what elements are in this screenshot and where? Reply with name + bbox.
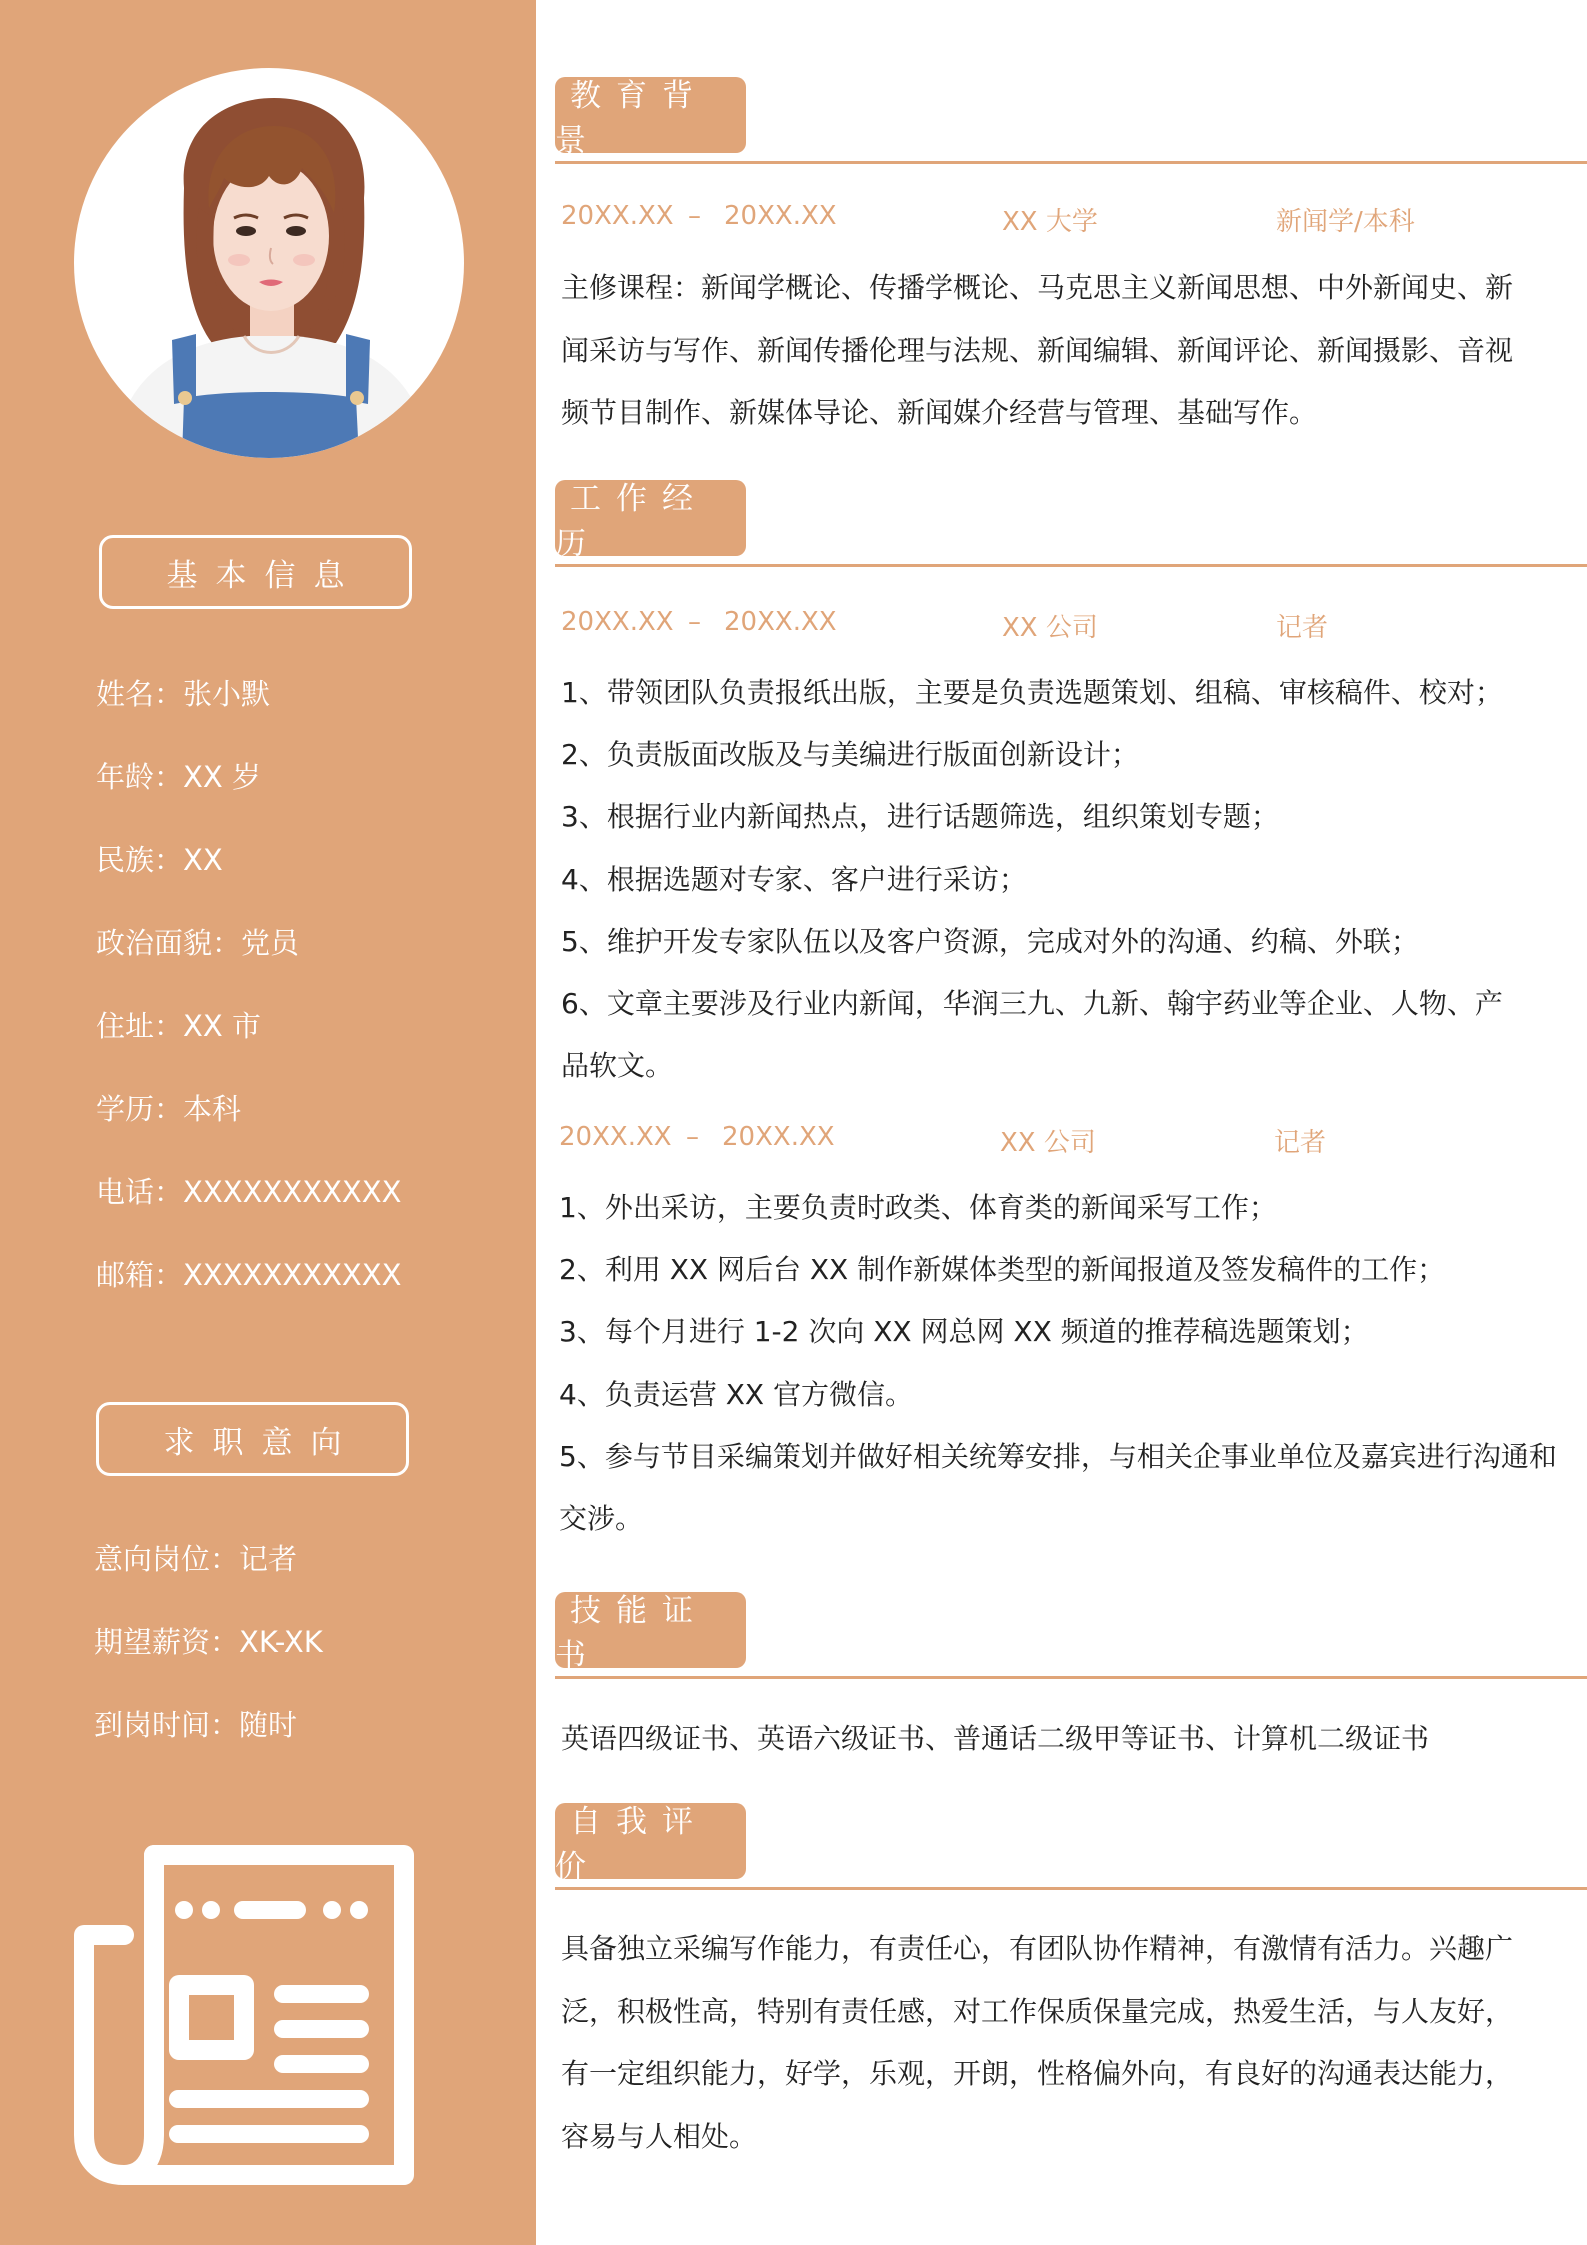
- job1-line: 4、根据选题对专家、客户进行采访；: [561, 863, 1027, 896]
- self-evaluation-line: 容易与人相处。: [561, 2120, 758, 2153]
- job1-line: 2、负责版面改版及与美编进行版面创新设计；: [561, 738, 1139, 771]
- info-education: 学历：本科: [96, 1092, 242, 1126]
- education-date-from: 20XX.XX: [561, 201, 674, 231]
- education-line: 主修课程：新闻学概论、传播学概论、马克思主义新闻思想、中外新闻史、新: [561, 271, 1514, 304]
- skills-line: 英语四级证书、英语六级证书、普通话二级甲等证书、计算机二级证书: [561, 1722, 1430, 1755]
- job1-date-dash: –: [688, 607, 701, 637]
- info-ethnicity: 民族：XX: [96, 843, 223, 877]
- work-heading: 工作经历: [555, 480, 746, 556]
- sidebar: [0, 0, 536, 2245]
- education-major: 新闻学/本科: [1276, 207, 1415, 237]
- job2-date-from: 20XX.XX: [559, 1122, 672, 1152]
- job2-line: 3、每个月进行 1-2 次向 XX 网总网 XX 频道的推荐稿选题策划；: [559, 1315, 1369, 1348]
- job1-company: XX 公司: [1002, 613, 1098, 643]
- info-political-status: 政治面貌：党员: [96, 926, 300, 960]
- intention-salary: 期望薪资：XK-XK: [94, 1625, 323, 1659]
- job1-line: 品软文。: [561, 1049, 674, 1082]
- work-divider: [555, 564, 1587, 567]
- info-address: 住址：XX 市: [96, 1009, 261, 1043]
- newspaper-icon: [74, 1845, 424, 2195]
- self-evaluation-heading: 自我评价: [555, 1803, 746, 1879]
- education-line: 频节目制作、新媒体导论、新闻媒介经营与管理、基础写作。: [561, 396, 1318, 429]
- skills-heading: 技能证书: [555, 1592, 746, 1668]
- info-age: 年龄：XX 岁: [96, 760, 261, 794]
- info-phone: 电话：XXXXXXXXXXX: [96, 1175, 402, 1209]
- job1-line: 3、根据行业内新闻热点，进行话题筛选，组织策划专题；: [561, 800, 1279, 833]
- education-date-to: 20XX.XX: [724, 201, 837, 231]
- education-date-dash: –: [688, 201, 701, 231]
- education-line: 闻采访与写作、新闻传播伦理与法规、新闻编辑、新闻评论、新闻摄影、音视: [561, 334, 1514, 367]
- job1-role: 记者: [1276, 613, 1329, 643]
- job2-date-to: 20XX.XX: [722, 1122, 835, 1152]
- main-content: [536, 0, 1587, 2245]
- basic-info-heading: 基本信息: [99, 535, 412, 609]
- intention-start-time: 到岗时间：随时: [94, 1708, 298, 1742]
- info-name: 姓名：张小默: [96, 677, 271, 711]
- job2-date-dash: –: [686, 1122, 699, 1152]
- job2-line: 1、外出采访，主要负责时政类、体育类的新闻采写工作；: [559, 1191, 1277, 1224]
- self-evaluation-divider: [555, 1887, 1587, 1890]
- self-evaluation-line: 有一定组织能力，好学，乐观，开朗，性格偏外向，有良好的沟通表达能力，: [561, 2057, 1514, 2090]
- job1-line: 1、带领团队负责报纸出版，主要是负责选题策划、组稿、审核稿件、校对；: [561, 676, 1503, 709]
- education-school: XX 大学: [1002, 207, 1098, 237]
- job1-date-from: 20XX.XX: [561, 607, 674, 637]
- education-divider: [555, 161, 1587, 164]
- intention-position: 意向岗位：记者: [94, 1542, 298, 1576]
- education-heading: 教育背景: [555, 77, 746, 153]
- skills-divider: [555, 1676, 1587, 1679]
- avatar-illustration: [74, 68, 464, 458]
- job1-line: 6、文章主要涉及行业内新闻，华润三九、九新、翰宇药业等企业、人物、产: [561, 987, 1503, 1020]
- job-intention-heading: 求职意向: [96, 1402, 409, 1476]
- self-evaluation-line: 具备独立采编写作能力，有责任心，有团队协作精神，有激情有活力。兴趣广: [561, 1932, 1514, 1965]
- job1-line: 5、维护开发专家队伍以及客户资源，完成对外的沟通、约稿、外联；: [561, 925, 1419, 958]
- job2-line: 交涉。: [559, 1502, 644, 1535]
- job2-line: 4、负责运营 XX 官方微信。: [559, 1378, 913, 1411]
- info-email: 邮箱：XXXXXXXXXXX: [96, 1258, 402, 1292]
- job2-role: 记者: [1274, 1128, 1327, 1158]
- self-evaluation-line: 泛，积极性高，特别有责任感，对工作保质保量完成，热爱生活，与人友好，: [561, 1995, 1514, 2028]
- job1-date-to: 20XX.XX: [724, 607, 837, 637]
- job2-company: XX 公司: [1000, 1128, 1096, 1158]
- job2-line: 2、利用 XX 网后台 XX 制作新媒体类型的新闻报道及签发稿件的工作；: [559, 1253, 1446, 1286]
- job2-line: 5、参与节目采编策划并做好相关统筹安排，与相关企事业单位及嘉宾进行沟通和: [559, 1440, 1557, 1473]
- avatar: [74, 68, 464, 458]
